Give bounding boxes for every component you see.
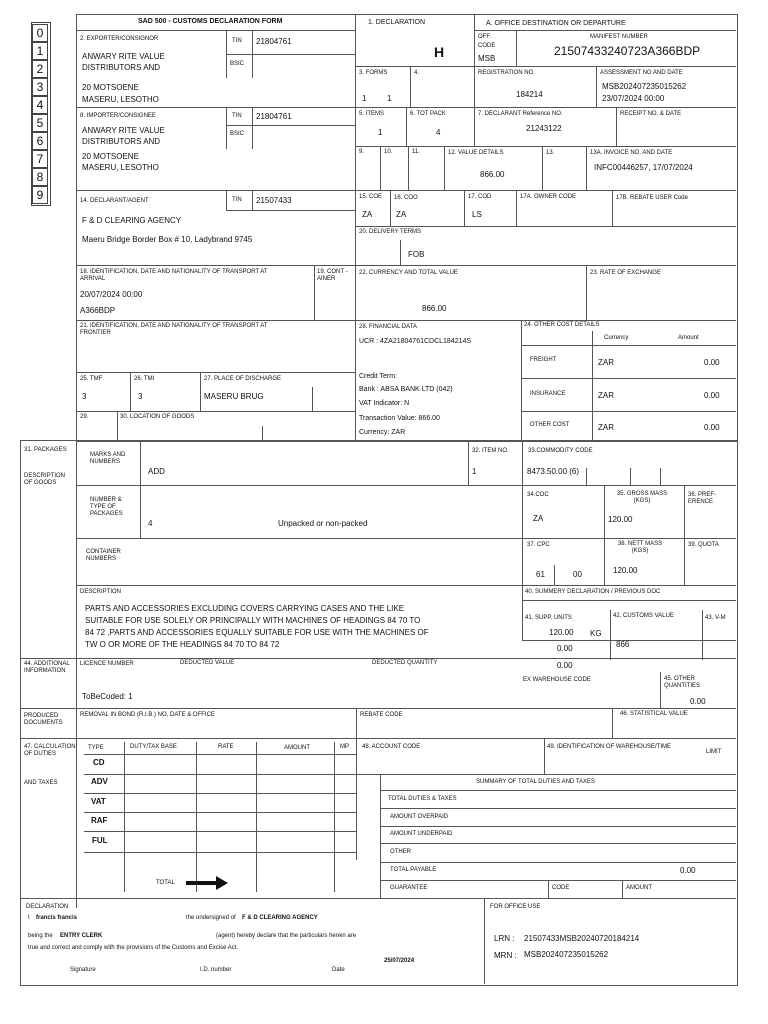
rate-exchange-label: 23. RATE OF EXCHANGE: [590, 270, 661, 276]
forms-value-b: 1: [387, 94, 392, 103]
for-office-use-label: FOR OFFICE USE: [490, 904, 541, 910]
summary-decl-label: 40. SUMMERY DECLARATION / PREVIOUS DOC: [525, 589, 661, 595]
field-11-label: 11.: [412, 149, 420, 155]
side-number-2: 2: [32, 60, 48, 78]
total-payable-label: TOTAL PAYABLE: [390, 867, 437, 873]
invoice-value: INFC00446257, 17/07/2024: [594, 163, 693, 172]
cpc-label: 37. CPC: [527, 542, 550, 548]
duty-type-vat: VAT: [91, 797, 106, 806]
statistical-value-label: 46. STATISTICAL VALUE: [620, 711, 688, 717]
field-9-label: 9.: [359, 149, 365, 155]
other-qty: 0.00: [690, 697, 706, 706]
amount-overpaid-label: AMOUNT OVERPAID: [390, 814, 449, 820]
supp-units-2: 0.00: [557, 644, 573, 653]
tot-pack-label: 6. TOT PACK: [410, 111, 446, 117]
item-no-label: 32. ITEM NO.: [472, 448, 509, 454]
manifest-number: 21507433240723A366BDP: [554, 44, 701, 58]
importer-tin: 21804761: [256, 112, 292, 121]
declaration-label: 1. DECLARATION: [368, 19, 426, 26]
calc-duties-label: 47. CALCULATION OF DUTIES: [24, 744, 76, 757]
exporter-name: ANWARY RITE VALUE: [82, 52, 165, 61]
office-code: MSB: [478, 54, 496, 63]
financial-data-label: 28. FINANCIAL DATA: [359, 324, 417, 330]
discharge-value: MASERU BRUG: [204, 392, 264, 401]
coc-value: ZA: [533, 514, 544, 523]
duty-base-col-label: DUTY/TAX BASE: [130, 744, 177, 750]
declarant-tin: 21507433: [256, 196, 292, 205]
currency-total: 866.00: [422, 304, 447, 313]
other-currency: ZAR: [598, 423, 614, 432]
supp-units-3: 0.00: [557, 661, 573, 670]
description-line-3: 84 72 ,PARTS AND ACCESSORIES EQUALLY SUITABLE FOR USE WITH THE MACHINES OF: [85, 628, 429, 637]
importer-address-2: MASERU, LESOTHO: [82, 163, 159, 172]
value-details-label: 12. VALUE DETAILS: [448, 150, 504, 156]
discharge-label: 27. PLACE OF DISCHARGE: [204, 376, 282, 382]
item-no: 1: [472, 467, 477, 476]
assessment-date: 23/07/2024 00:00: [602, 94, 665, 103]
gross-mass-label: 35. GROSS MASS (KGS): [616, 491, 668, 504]
field-13-label: 13.: [546, 150, 555, 156]
amount-col-label-duties: AMOUNT: [284, 745, 310, 751]
declaration-undersigned: the undersigned of: [186, 915, 236, 921]
assessment-label: ASSESSMENT NO AND DATE: [600, 70, 683, 76]
amount-col-label: Amount: [678, 335, 699, 341]
field-29-label: 29.: [80, 414, 89, 420]
licence-label: LICENCE NUMBER: [80, 661, 134, 667]
side-number-7: 7: [32, 150, 48, 168]
exporter-tin-label: TIN: [232, 38, 242, 44]
removal-bond-label: REMOVAL IN BOND (R.I.B.) NO, DATE & OFFICE: [80, 712, 215, 718]
produced-docs-label: PRODUCED DOCUMENTS: [24, 713, 63, 726]
cpc-value-b: 00: [573, 570, 582, 579]
location-goods-label: 30. LOCATION OF GOODS: [120, 414, 195, 420]
declarant-label: 14. DECLARANT/AGENT: [80, 198, 149, 204]
registration-label: REGISTRATION NO.: [478, 70, 535, 76]
exporter-name-2: DISTRIBUTORS AND: [82, 63, 161, 72]
warehouse-ident-label: 49. IDENTIFICATION OF WAREHOUSE/TIME: [547, 744, 672, 750]
insurance-currency: ZAR: [598, 391, 614, 400]
supp-units: 120.00: [549, 628, 574, 637]
number-type-label: NUMBER & TYPE OF PACKAGES: [90, 497, 123, 517]
deducted-qty-label: DEDUCTED QUANTITY: [372, 660, 438, 666]
vm-label: 43. V-M: [705, 615, 726, 621]
side-number-9: 9: [32, 186, 48, 204]
importer-name-2: DISTRIBUTORS AND: [82, 137, 161, 146]
side-number-3: 3: [32, 78, 48, 96]
additional-info-label: 44. ADDITIONAL INFORMATION: [24, 661, 70, 674]
lrn-label: LRN :: [494, 934, 515, 943]
forms-value-a: 1: [362, 94, 367, 103]
supp-units-label: 41. SUPP. UNITS: [525, 615, 572, 621]
commodity-code: 8473.50.00 (6): [527, 467, 580, 476]
exporter-tin: 21804761: [256, 37, 292, 46]
quota-label: 39. QUOTA: [688, 542, 719, 548]
tmi-value: 3: [138, 392, 143, 401]
side-number-0: 0: [32, 24, 48, 42]
description-line-4: TW O OR MORE OF THE HEADINGS 84 70 TO 84 72: [85, 640, 280, 649]
packages-label: 31. PACKAGES: [24, 447, 67, 453]
marks-label: MARKS AND NUMBERS: [90, 452, 126, 465]
rebate-user-label: 17B. REBATE USER Code: [616, 195, 688, 201]
other-cost-label: 24. OTHER COST DETAILS: [524, 322, 600, 328]
guarantee-code-label: CODE: [552, 885, 570, 891]
ex-warehouse-label: EX WAREHOUSE CODE: [523, 677, 591, 683]
description-line-1: PARTS AND ACCESSORIES EXCLUDING COVERS CARRYING CASES AND THE LIKE: [85, 604, 405, 613]
coe-value: ZA: [362, 210, 373, 219]
declaration-date: 25/07/2024: [384, 958, 415, 964]
currency-col-label: Currency: [604, 335, 629, 341]
declarant-tin-label: TIN: [232, 197, 242, 203]
importer-tin-label: TIN: [232, 113, 242, 119]
and-taxes-label: AND TAXES: [24, 780, 58, 786]
transaction-value: Transaction Value: 866.00: [359, 415, 440, 422]
container-numbers-label: CONTAINER NUMBERS: [86, 549, 121, 562]
form-title: SAD 500 - CUSTOMS DECLARATION FORM: [138, 18, 283, 25]
total-label: TOTAL: [156, 880, 175, 886]
duty-type-cd: CD: [93, 758, 105, 767]
total-payable: 0.00: [680, 866, 696, 875]
vat-indicator: VAT Indicator: N: [359, 400, 410, 407]
exporter-label: 2. EXPORTER/CONSIGNOR: [80, 36, 159, 42]
exporter-address-1: 20 MOTSOENE: [82, 83, 139, 92]
tmf-value: 3: [82, 392, 87, 401]
insurance-amount: 0.00: [704, 391, 720, 400]
other-cost-row-label: OTHER COST: [530, 422, 570, 428]
other-amount: 0.00: [704, 423, 720, 432]
declaration-being: being the: [28, 933, 53, 939]
rate-col-label: RATE: [218, 744, 234, 750]
limit-label: LIMIT: [706, 749, 722, 755]
delivery-terms: FOB: [408, 250, 425, 259]
container-label: 19. CONT -AINER: [317, 269, 348, 282]
owner-code-label: 17A. OWNER CODE: [520, 194, 577, 200]
value-details: 866.00: [480, 170, 505, 179]
gross-mass: 120.00: [608, 515, 633, 524]
declarant-address: Maeru Bridge Border Box # 10, Ladybrand 9745: [82, 235, 253, 244]
summary-taxes-label: SUMMARY OF TOTAL DUTIES AND TAXES: [476, 779, 596, 785]
rebate-code-label: REBATE CODE: [360, 712, 403, 718]
side-number-1: 1: [32, 42, 48, 60]
side-number-4: 4: [32, 96, 48, 114]
declarant-ref-label: 7. DECLARANT Reference NO.: [478, 111, 563, 117]
guarantee-label: GUARANTEE: [390, 885, 428, 891]
duty-type-ful: FUL: [92, 836, 108, 845]
supp-unit-type: KG: [590, 629, 602, 638]
declaration-agent-text: (agent) hereby declare that the particulars herein are: [216, 933, 357, 939]
declarant-company: F & D CLEARING AGENCY: [242, 915, 318, 921]
off-label: OFF.: [478, 34, 491, 40]
duty-type-adv: ADV: [91, 777, 108, 786]
freight-label: FREIGHT: [530, 357, 557, 363]
declaration-code: H: [434, 44, 445, 60]
account-code-label: 48. ACCOUNT CODE: [362, 744, 421, 750]
guarantee-amount-label: AMOUNT: [626, 885, 652, 891]
declaration-heading: DECLARATION: [26, 904, 69, 910]
marks-value: ADD: [148, 467, 165, 476]
declarant-ref: 21243122: [526, 124, 562, 133]
items-label: 5. ITEMS: [359, 111, 385, 117]
other-qty-label: 45. OTHER QUANTITIES: [664, 676, 701, 689]
office-code-label: CODE: [478, 43, 496, 49]
forms-label: 3. FORMS: [359, 70, 388, 76]
signature-label: Signature: [70, 967, 96, 973]
tmf-label: 25. TMF: [80, 376, 103, 382]
commodity-code-label: 33.COMMODITY CODE: [528, 448, 593, 454]
preference-label: 36. PREF- ERENCE: [688, 492, 717, 505]
cod-label: 17. COD: [468, 194, 492, 200]
licence-value: ToBeCoded: 1: [82, 692, 133, 701]
duty-type-raf: RAF: [91, 816, 108, 825]
declarant-person: francis francis: [36, 915, 78, 921]
description-label: DESCRIPTION: [80, 589, 122, 595]
nett-mass: 120.00: [613, 566, 638, 575]
office-destination-label: A. OFFICE DESTINATION OR DEPARTURE: [486, 20, 626, 27]
tot-pack-value: 4: [436, 128, 441, 137]
arrow-right-icon: [186, 876, 228, 895]
field-4-label: 4.: [414, 70, 420, 76]
packages-type: Unpacked or non-packed: [278, 519, 368, 528]
currency-value: Currency: ZAR: [359, 429, 406, 436]
credit-term: Credit Term:: [359, 373, 397, 380]
declaration-true-text: true and correct and comply with the provisions of the Customs and Excise Act.: [28, 945, 239, 951]
cpc-value-a: 61: [536, 570, 545, 579]
packages-count: 4: [148, 519, 153, 528]
arrival-date: 20/07/2024 00:00: [80, 290, 143, 299]
arrival-ident: A366BDP: [80, 306, 116, 315]
freight-amount: 0.00: [704, 358, 720, 367]
field-10-label: 10.: [384, 149, 393, 155]
type-col-label: TYPE: [88, 745, 104, 751]
description-goods-label: DESCRIPTION OF GOODS: [24, 473, 66, 486]
total-duties-label: TOTAL DUTIES & TAXES: [388, 796, 457, 802]
nett-mass-label: 38. NETT MASS (KGS): [617, 541, 663, 554]
delivery-terms-label: 20. DELIVERY TERMS: [359, 229, 422, 235]
coo-label: 16. COO: [394, 195, 418, 201]
importer-label: 8. IMPORTER/CONSIGNEE: [80, 113, 156, 119]
receipt-label: RECEIPT NO. & DATE: [620, 111, 682, 117]
amount-underpaid-label: AMOUNT UNDERPAID: [390, 831, 453, 837]
invoice-label: 13A. INVOICE NO. AND DATE: [590, 150, 673, 156]
assessment-no: MSB202407235015262: [602, 82, 687, 91]
ident-arrival-label: 18. IDENTIFICATION, DATE AND NATIONALITY OF TRANSPORT AT ARRIVAL: [80, 269, 268, 282]
exporter-address-2: MASERU, LESOTHO: [82, 95, 159, 104]
bank-value: Bank : ABSA BANK LTD (042): [359, 386, 453, 393]
side-number-6: 6: [32, 132, 48, 150]
coc-label: 34.COC: [527, 492, 549, 498]
ucr-value: UCR : 4ZA21804761CDCL184214S: [359, 338, 472, 345]
currency-total-label: 22. CURRENCY AND TOTAL VALUE: [359, 270, 458, 276]
date-label: Date: [332, 967, 345, 973]
side-number-5: 5: [32, 114, 48, 132]
freight-currency: ZAR: [598, 358, 614, 367]
mrn-label: MRN :: [494, 951, 517, 960]
side-number-8: 8: [32, 168, 48, 186]
coo-value: ZA: [396, 210, 407, 219]
declarant-name: F & D CLEARING AGENCY: [82, 216, 182, 225]
importer-bsic-label: BSIC: [230, 131, 245, 137]
tmi-label: 26. TMI: [134, 376, 155, 382]
items-value: 1: [378, 128, 383, 137]
importer-name: ANWARY RITE VALUE: [82, 126, 165, 135]
customs-value: 866: [616, 640, 630, 649]
importer-address-1: 20 MOTSOENE: [82, 152, 139, 161]
cod-value: LS: [472, 210, 482, 219]
manifest-number-label: MANIFEST NUMBER: [590, 34, 648, 40]
lrn-value: 21507433MSB20240720184214: [524, 934, 640, 943]
other-label: OTHER: [390, 849, 411, 855]
description-line-2: SUITABLE FOR USE SOLELY OR PRINCIPALLY WITH MACHINES OF HEADINGS 84 70 TO: [85, 616, 421, 625]
id-number-label: I.D. number: [200, 967, 232, 973]
deducted-value-label: DEDUCTED VALUE: [180, 660, 235, 666]
customs-value-label: 42. CUSTOMS VALUE: [613, 613, 674, 619]
insurance-label: INSURANCE: [530, 391, 566, 397]
registration-no: 184214: [516, 90, 543, 99]
declarant-role: ENTRY CLERK: [60, 933, 103, 939]
coe-label: 15. COE: [359, 194, 383, 200]
exporter-bsic-label: BSIC: [230, 61, 245, 67]
ident-frontier-label: 21. IDENTIFICATION, DATE AND NATIONALITY OF TRANSPORT AT FRONTIER: [80, 323, 268, 336]
declaration-i: I: [28, 915, 30, 921]
mrn-value: MSB202407235015262: [524, 950, 609, 959]
mp-col-label: MP: [340, 744, 349, 750]
